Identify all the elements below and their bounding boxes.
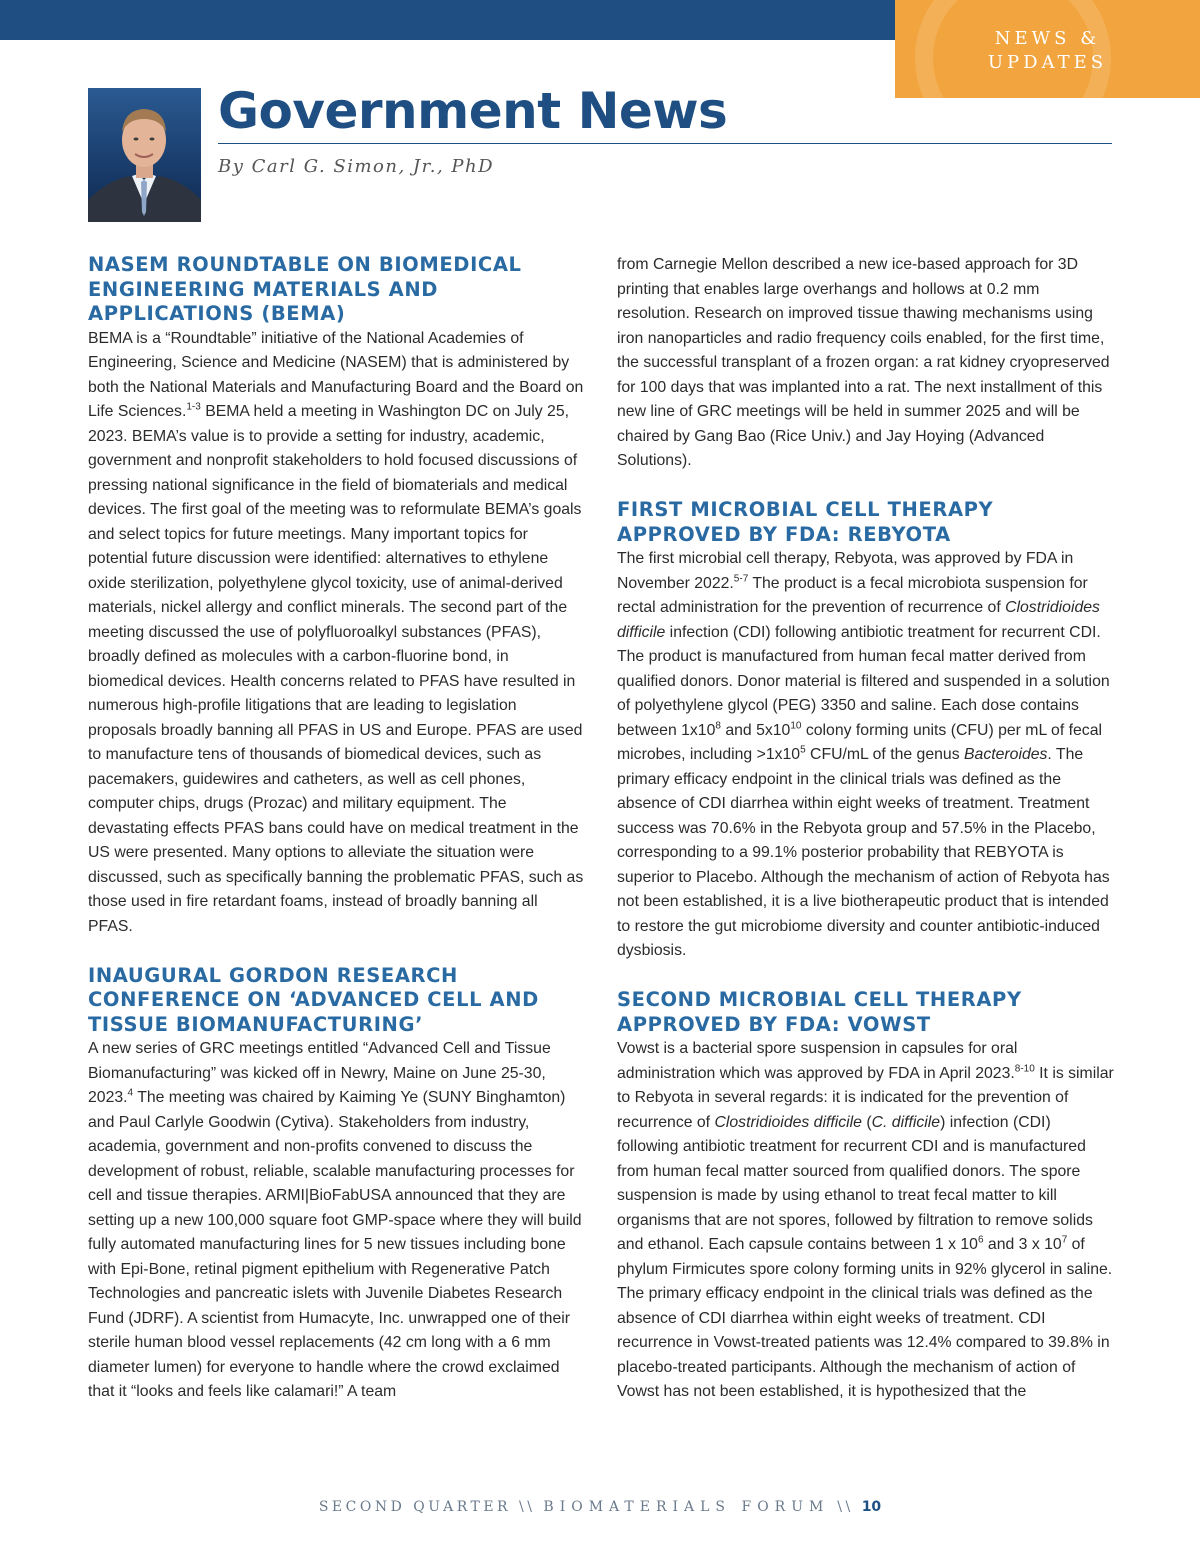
italic-term: Clostridioides difficile [617, 599, 1100, 641]
section-body-rebyota [617, 547, 1115, 964]
section-body-grc-continued: from Carnegie Mellon described a new ice-based approach for 3D printing that enables large overhangs and hollows at 0.2 mm resolution. Research on improved tissue thawing mechanisms using iron nanoparticles and radio frequency coils enabled, for the first time, the successful transplant of a frozen organ: a rat kidney cryopreserved for 100 days that was implanted into a rat. The next installment of this new line of GRC meetings will be held in summer 2025 and will be chaired by Gang Bao (Rice Univ.) and Jay Hoying (Advanced Solutions). [617, 256, 1110, 469]
body-text: The meeting was chaired by Kaiming Ye (SUNY Binghamton) and Paul Carlyle Goodwin (Cytiva). Stakeholders from industry, academia, government and non-profits convened to discuss the development of robust, reliable, scalable manufacturing processes for cell and tissue therapies. ARMI|BioFabUSA announced that they are setting up a new 100,000 square foot GMP-space where they will build fully automated manufacturing lines for 5 new tissues including bone with Epi-Bone, retinal pigment epithelium with Regenerative Patch Technologies and pancreatic islets with Juvenile Diabetes Research Fund (JDRF). A scientist from Humacyte, Inc. unwrapped one of their sterile human blood vessel replacements (42 cm long with a 6 mm diameter lumen) for everyone to handle where the crowd exclaimed that it “looks and feels like calamari!” A team [88, 1089, 582, 1400]
body-text: The first microbial cell therapy, Rebyota, was approved by FDA in November 2022. [617, 550, 1074, 592]
body-text: BEMA is a “Roundtable” initiative of the National Academies of Engineering, Science and Medicine (NASEM) that is administered by both the National Materials and Manufacturing Board and the Board on Life Sciences. [88, 329, 584, 420]
left-column [88, 253, 586, 1405]
section-heading-bema: NASEM ROUNDTABLE ON BIOMEDICAL ENGINEERING MATERIALS AND APPLICATIONS (BEMA) [88, 253, 522, 325]
body-text: ) infection (CDI) following antibiotic treatment for recurrent CDI and is manufactured from human fecal matter sourced from qualified donors. The spore suspension is made by using ethanol to treat fecal matter to kill organisms that are not spores, followed by filtration to remove solids and ethanol. Each capsule contains between 1 x 10 [617, 1113, 1093, 1253]
body-text: The product is a fecal microbiota suspension for rectal administration for the prevention of recurrence of [617, 574, 1088, 616]
reference-superscript: 8-10 [1014, 1063, 1035, 1075]
exponent: 6 [977, 1234, 984, 1246]
page-footer [0, 1499, 1200, 1515]
section-heading-grc: INAUGURAL GORDON RESEARCH CONFERENCE ON ‘ADVANCED CELL AND TISSUE BIOMANUFACTURING’ [88, 963, 539, 1036]
section-heading-rebyota: FIRST MICROBIAL CELL THERAPY APPROVED BY FDA: REBYOTA [617, 498, 994, 546]
body-text: colony forming units (CFU) per mL of fecal microbes, including >1x10 [617, 721, 1102, 763]
title-divider [218, 143, 1112, 144]
author-byline: By Carl G. Simon, Jr., PhD [218, 156, 495, 177]
body-text: and 5x10 [720, 721, 791, 739]
body-text: CFU/mL of the genus [805, 746, 964, 763]
body-text: BEMA held a meeting in Washington DC on July 25, 2023. BEMA’s value is to provide a setting for industry, academic, government and nonprofit stakeholders to hold focused discussions of pressing national significance in the field of biomaterials and medical devices. The first goal of the meeting was to reformulate BEMA’s goals and select topics for future meetings. Many important topics for potential future discussion were identified: alternatives to ethylene oxide sterilization, polyethylene glycol toxicity, use of animal-derived materials, nickel allergy and conflict minerals. The second part of the meeting discussed the use of polyfluoroalkyl substances (PFAS), broadly defined as molecules with a carbon-fluorine bond, in biomedical devices. Health concerns related to PFAS have resulted in numerous high-profile litigations that are leading to legislation proposals broadly banning all PFAS in US and Europe. PFAS are used to manufacture tens of thousands of biomedical devices, such as pacemakers, guidewires and catheters, as well as cell phones, computer chips, drugs (Prozac) and military equipment. The devastating effects PFAS bans could have on medical treatment in the US were presented. Many options to alleviate the situation were discussed, such as specifically banning the problematic PFAS, such as those used in fire retardant foams, instead of broadly banning all PFAS. [88, 403, 584, 935]
page-number: 10 [861, 1499, 882, 1515]
section-heading-vowst: SECOND MICROBIAL CELL THERAPY APPROVED BY FDA: VOWST [617, 988, 1022, 1036]
right-column [617, 253, 1115, 1405]
body-text: It is similar to Rebyota in several regards: it is indicated for the prevention of recurrence of [617, 1064, 1114, 1131]
author-photo [88, 88, 201, 222]
body-text: Vowst is a bacterial spore suspension in capsules for oral administration which was approved by FDA in April 2023. [617, 1040, 1018, 1082]
section-body-grc [88, 1037, 586, 1405]
footer-issue: SECOND QUARTER \\ [318, 1499, 544, 1515]
exponent: 8 [715, 720, 721, 732]
italic-term: Bacteroides [964, 746, 1048, 763]
exponent: 7 [1061, 1234, 1068, 1246]
exponent: 10 [790, 720, 802, 732]
reference-superscript: 5-7 [733, 573, 749, 585]
section-body-vowst [617, 1037, 1115, 1405]
footer-publication: BIOMATERIALS FORUM [543, 1499, 830, 1515]
exponent: 5 [800, 744, 806, 756]
body-text: infection (CDI) following antibiotic treatment for recurrent CDI. The product is manufactured from human fecal matter derived from qualified donors. Donor material is filtered and suspended in a solution of polyethylene glycol (PEG) 3350 and saline. Each dose contains between 1x10 [617, 623, 1110, 739]
body-text: and 3 x 10 [983, 1236, 1062, 1253]
tab-label-line1: NEWS & [994, 28, 1101, 49]
body-text: ( [861, 1113, 872, 1131]
decorative-swirl [915, 0, 1111, 98]
tab-label-line2: UPDATES [987, 52, 1108, 73]
body-text: . The primary efficacy endpoint in the clinical trials was defined as the absence of CDI diarrhea within eight weeks of treatment. Treatment success was 70.6% in the Rebyota group and 57.5% in the Placebo, corresponding to a 99.1% posterior probability that REBYOTA is superior to Placebo. Although the mechanism of action of Rebyota has not been established, it is a live biotherapeutic product that is intended to restore the gut microbiome diversity and counter antibiotic-induced dysbiosis. [617, 746, 1110, 959]
italic-term: Clostridioides difficile [714, 1113, 862, 1131]
section-body-bema [88, 327, 586, 940]
news-updates-tab [895, 0, 1200, 98]
italic-term: C. difficile [871, 1113, 941, 1131]
body-text: of phylum Firmicutes spore colony forming units in 92% glycerol in saline. The primary efficacy endpoint in the clinical trials was defined as the absence of CDI diarrhea within eight weeks of treatment. CDI recurrence in Vowst-treated patients was 12.4% compared to 39.8% in placebo-treated participants. Although the mechanism of action of Vowst has not been established, it is hypothesized that the [617, 1236, 1113, 1400]
page-title: Government News [218, 82, 728, 140]
footer-separator: \\ [829, 1499, 862, 1515]
reference-superscript: 1-3 [186, 401, 201, 413]
body-text: A new series of GRC meetings entitled “Advanced Cell and Tissue Biomanufacturing” was kicked off in Newry, Maine on June 25-30, 2023. [88, 1040, 551, 1106]
reference-superscript: 4 [127, 1087, 134, 1099]
